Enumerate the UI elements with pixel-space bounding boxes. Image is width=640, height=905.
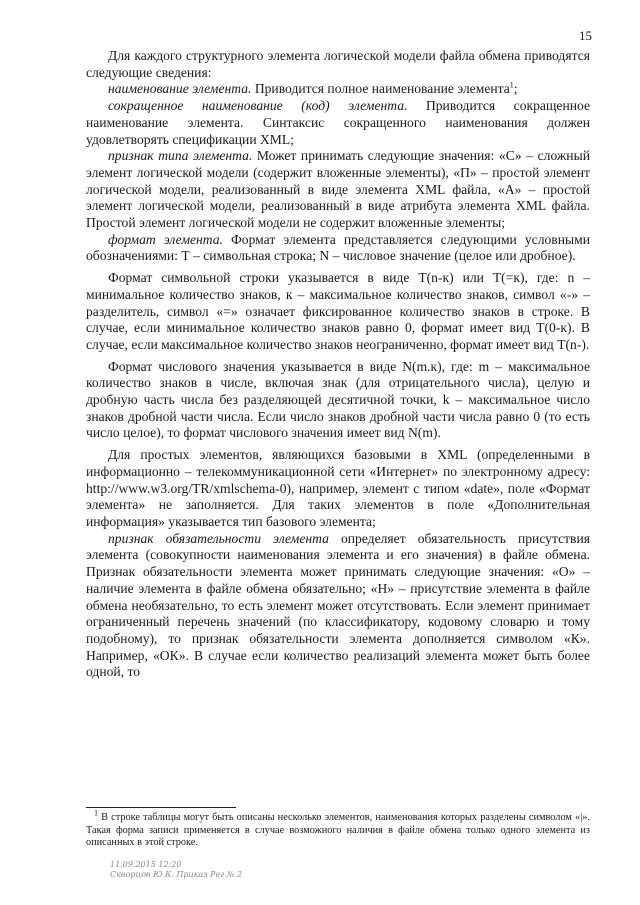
paragraph-base-elements: Для простых элементов, являющихся базовыми в XML (определенными в информационно – телекоммуникационной сети «Интернет» по электронному адресу: http://www.w3.org/TR/xmlschema-0), например, элемент с типом «date», поле «Формат элемента» не заполняется. Для таких элементов в поле «Дополнительная информация» указывается тип базового элемента; (86, 447, 590, 529)
paragraph-type-flag-text: Может принимать следующие значения: «С» – сложный элемент логической модели (содержит вложенные элементы), «П» – простой элемент логической модели, реализованный в виде элемента XML файла, «А» – простой элемент логической модели, реализованный в виде атрибута элемента XML файла. Простой элемент логической модели не содержит вложенные элементы; (86, 148, 590, 231)
footnote-marker: 1 (94, 808, 98, 818)
paragraph-element-name-tail: ; (513, 81, 518, 97)
footnote-ref: 1 (509, 80, 514, 90)
paragraph-intro: Для каждого структурного элемента логической модели файла обмена приводятся следующие сведения: (86, 48, 590, 80)
paragraph-element-name (86, 81, 590, 98)
paragraph-format-text: Формат элемента представляется следующими условными обозначениями: Т – символьная строка; N – числовое значение (целое или дробное). (86, 231, 590, 264)
term-format: формат элемента. (108, 231, 223, 247)
paragraph-format (86, 232, 590, 265)
paragraph-short-name (86, 98, 590, 148)
footnote-text: В строке таблицы могут быть описаны несколько элементов, наименования которых разделены символом «|». Такая форма записи применяется в случае возможного наличия в файле обмена только одного элемента из описанных в этой строке. (86, 812, 590, 849)
paragraph-element-name-text: Приводится полное наименование элемента (251, 81, 510, 97)
term-element-name: наименование элемента. (108, 81, 252, 97)
footnote (86, 808, 590, 850)
page-number: 15 (579, 28, 592, 43)
term-short-name: сокращенное наименование (код) элемента. (108, 98, 408, 114)
signature-stamp (110, 860, 242, 880)
term-type-flag: признак типа элемента. (108, 148, 253, 164)
paragraph-string-format: Формат символьной строки указывается в виде Т(n-к) или Т(=к), где: n – минимальное количество знаков, к – максимальное количество знаков, символ «-» – разделитель, символ «=» означает фиксированное количество знаков в строке. В случае, если минимальное количество знаков равно 0, формат имеет вид Т(0-к). В случае, если максимальное количество знаков неограниченно, формат имеет вид Т(n-). (86, 270, 590, 352)
stamp-date: 11.09.2015 12:20 (110, 860, 182, 869)
paragraph-required-flag (86, 531, 590, 681)
term-required-flag: признак обязательности элемента (108, 530, 329, 546)
footnote-divider (86, 807, 236, 808)
stamp-signer: Скворцов Ю.К. Приказ Рег.№ 2 (110, 870, 243, 879)
paragraph-required-flag-text: определяет обязательность присутствия элемента (совокупности наименования элемента и его значения) в файле обмена. Признак обязательности элемента может принимать следующие значения: «О» – наличие элемента в файле обмена обязательно; «Н» – присутствие элемента в файле обмена необязательно, то есть элемент может отсутствовать. Если элемент принимает ограниченный перечень значений (по классификатору, кодовому словарю и тому подобному), то признак обязательности элемента дополняется символом «К». Например, «ОК». В случае если количество реализаций элемента может быть более одной, то (86, 530, 590, 680)
paragraph-type-flag (86, 148, 590, 232)
body-text (86, 48, 590, 681)
paragraph-number-format: Формат числового значения указывается в виде N(m.к), где: m – максимальное количество знаков в числе, включая знак (для отрицательного числа), целую и дробную часть числа без разделяющей десятичной точки, k – максимальное число знаков дробной части числа. Если число знаков дробной части числа равно 0 (то есть число целое), то формат числового значения имеет вид N(m). (86, 358, 590, 441)
paragraph-short-name-text: Приводится сокращенное наименование элемента. Синтаксис сокращенного наименования должен удовлетворять спецификации XML; (86, 98, 590, 147)
